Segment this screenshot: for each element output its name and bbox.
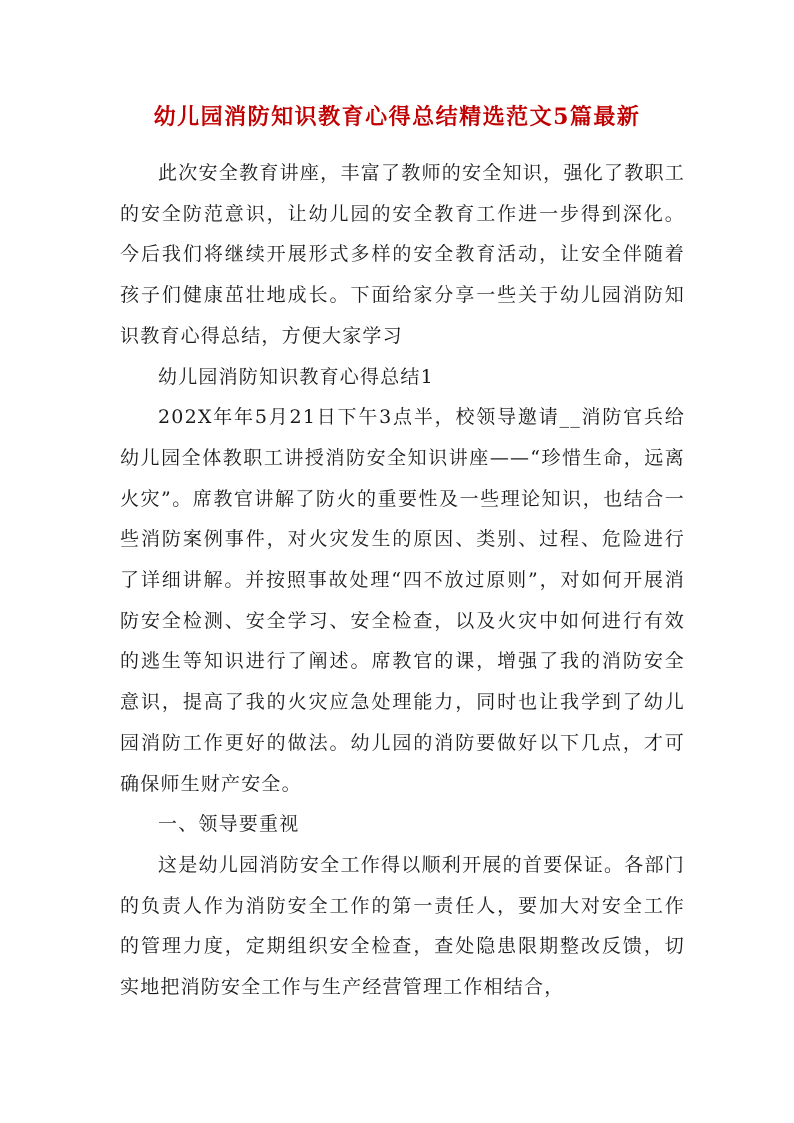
intro-paragraph: 此次安全教育讲座，丰富了教师的安全知识，强化了教职工的安全防范意识，让幼儿园的安全教育工作进一步得到深化。今后我们将继续开展形式多样的安全教育活动，让安全伴随着孩子们健康茁壮地成长。下面给家分享一些关于幼儿园消防知识教育心得总结，方便大家学习 xyxy=(120,162,685,347)
document-title: 幼儿园消防知识教育心得总结精选范文5篇最新 xyxy=(153,104,641,130)
body-paragraph-2: 这是幼儿园消防安全工作得以顺利开展的首要保证。各部门的负责人作为消防安全工作的第一责任人，要加大对安全工作的管理力度，定期组织安全检查，查处隐患限期整改反馈，切实地把消防安全工作与生产经营管理工作相结合， xyxy=(120,853,685,999)
body-paragraph-1: 202X年年5月21日下午3点半，校领导邀请__消防官兵给幼儿园全体教职工讲授消防安全知识讲座——“珍惜生命，远离火灾”。席教官讲解了防火的重要性及一些理论知识，也结合一些消防案例事件，对火灾发生的原因、类别、过程、危险进行了详细讲解。并按照事故处理“四不放过原则”，对如何开展消防安全检测、安全学习、安全检查，以及火灾中如何进行有效的逃生等知识进行了阐述。席教官的课，增强了我的消防安全意识，提高了我的火灾应急处理能力，同时也让我学到了幼儿园消防工作更好的做法。幼儿园的消防要做好以下几点，才可确保师生财产安全。 xyxy=(120,406,685,795)
section-heading-1: 幼儿园消防知识教育心得总结1 xyxy=(158,365,434,388)
document-body xyxy=(120,153,685,1008)
subheading-leadership: 一、领导要重视 xyxy=(158,813,300,836)
